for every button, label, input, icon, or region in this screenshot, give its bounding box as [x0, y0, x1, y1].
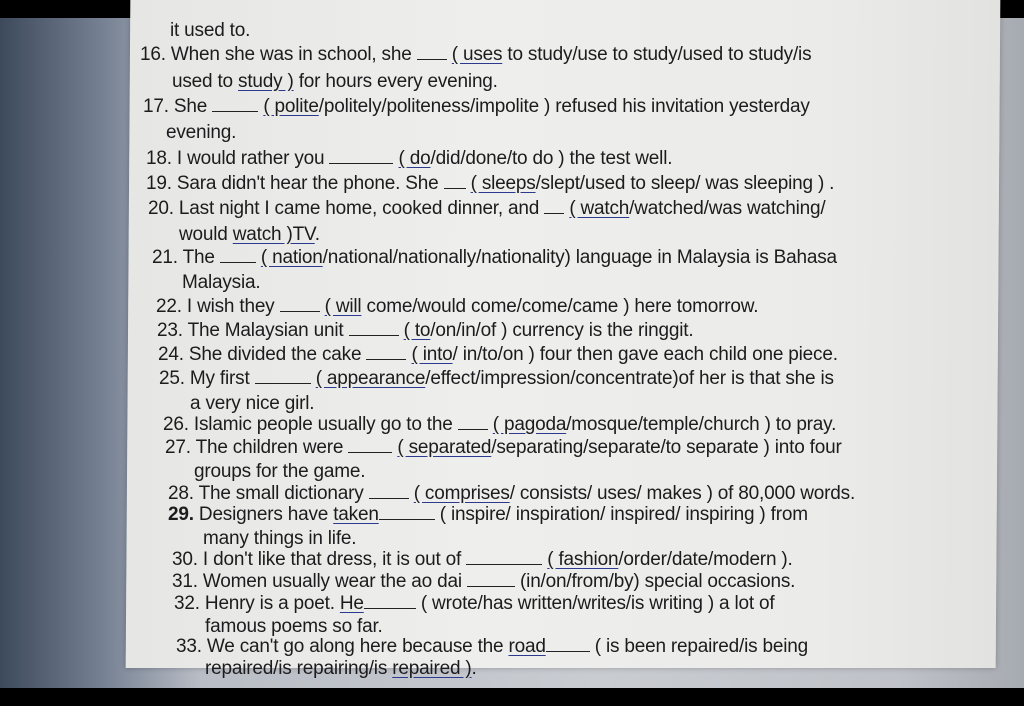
answer-blank — [546, 637, 590, 652]
underlined-answer: ( polite — [263, 96, 319, 117]
question-text: The — [182, 247, 220, 268]
underlined-answer: study ) — [238, 71, 294, 92]
answer-blank — [349, 321, 399, 336]
text-line — [205, 658, 477, 680]
options-text: to study/use to study/used to study/is — [502, 44, 812, 65]
question-number: 21. — [152, 247, 178, 268]
answer-blank — [280, 297, 320, 312]
question-number: 30. — [172, 549, 198, 570]
question-number: 27. — [165, 437, 191, 458]
answer-blank — [369, 484, 409, 499]
question-text: The Malaysian unit — [187, 320, 349, 341]
answer-blank — [329, 149, 393, 164]
question-number: 17. — [143, 96, 169, 117]
question-text: When she was in school, she — [170, 44, 417, 65]
question-text: Sara didn't hear the phone. She — [176, 173, 444, 194]
options-text: / consists/ uses/ makes ) of 80,000 words. — [509, 483, 856, 504]
question-number: 28. — [168, 483, 194, 504]
question-number: 33. — [176, 636, 202, 657]
options-text: / in/to/on ) four then gave each child one piece. — [452, 344, 838, 365]
line-text: groups for the game. — [194, 461, 366, 482]
question-text: Women usually wear the ao dai — [202, 571, 467, 592]
question-text: She divided the cake — [188, 344, 367, 365]
answer-blank — [212, 97, 258, 112]
question-28 — [168, 483, 855, 505]
options-text: /slept/used to sleep/ was sleeping ) . — [535, 173, 835, 194]
text-line — [179, 224, 320, 246]
question-text: My first — [189, 368, 255, 389]
underlined-answer: ( pagoda — [492, 414, 567, 435]
question-29 — [168, 504, 808, 526]
question-31 — [172, 571, 795, 593]
text-line — [170, 20, 250, 42]
underlined-answer: watch )TV — [232, 224, 315, 245]
answer-blank — [364, 594, 416, 609]
question-number: 20. — [148, 198, 174, 219]
line-text: used to — [172, 71, 239, 92]
options-text: /mosque/temple/church ) to pray. — [566, 414, 837, 435]
options-text: /politely/politeness/impolite ) refused his invitation yesterday — [318, 96, 810, 117]
underlined-answer: ( watch — [569, 198, 630, 219]
answer-blank — [348, 438, 392, 453]
question-text: Last night I came home, cooked dinner, and — [178, 198, 545, 219]
line-text: . — [471, 658, 477, 679]
underlined-answer: repaired ) — [392, 658, 472, 679]
question-number: 22. — [156, 296, 182, 317]
question-33 — [176, 636, 808, 658]
question-text: She — [173, 96, 213, 117]
underlined-answer: ( separated — [397, 437, 492, 458]
answer-blank — [544, 199, 564, 214]
underlined-answer: ( do — [398, 148, 431, 169]
answer-blank — [466, 550, 542, 565]
question-18 — [146, 148, 672, 170]
options-text: /did/done/to do ) the test well. — [430, 148, 673, 169]
question-24 — [158, 344, 838, 366]
text-line — [172, 71, 498, 93]
question-21 — [152, 247, 837, 269]
question-text: Designers have — [198, 504, 334, 525]
question-text: The children were — [195, 437, 349, 458]
line-text: Malaysia. — [182, 272, 261, 293]
line-text: many things in life. — [203, 528, 357, 549]
question-number: 24. — [158, 344, 184, 365]
line-text: would — [179, 224, 233, 245]
question-23 — [157, 320, 693, 342]
text-line — [194, 461, 365, 483]
question-text: Islamic people usually go to the — [193, 414, 458, 435]
question-19 — [146, 173, 834, 195]
question-text: Henry is a poet. — [204, 593, 340, 614]
line-text: famous poems so far. — [205, 616, 383, 637]
text-line — [203, 528, 356, 550]
underlined-answer: road — [508, 636, 546, 657]
line-text: evening. — [166, 122, 237, 143]
answer-blank — [417, 45, 447, 60]
options-text: /watched/was watching/ — [629, 198, 826, 219]
question-number: 31. — [172, 571, 198, 592]
underlined-answer: ( into — [411, 344, 453, 365]
question-16 — [140, 44, 811, 66]
question-number: 16. — [140, 44, 166, 65]
options-text: /order/date/modern ). — [618, 549, 793, 570]
underlined-answer: ( to — [403, 320, 431, 341]
question-number: 23. — [157, 320, 183, 341]
underlined-answer: ( appearance — [315, 368, 426, 389]
question-27 — [165, 437, 842, 459]
options-text: come/would come/come/came ) here tomorrow. — [361, 296, 759, 317]
options-text: /national/nationally/nationality) language in Malaysia is Bahasa — [322, 247, 837, 268]
question-text: I wish they — [186, 296, 280, 317]
underlined-answer: ( nation — [260, 247, 323, 268]
options-text: /separating/separate/to separate ) into four — [491, 437, 842, 458]
underlined-answer: ( will — [324, 296, 362, 317]
question-number: 19. — [146, 173, 172, 194]
options-text: /effect/impression/concentrate)of her is that she is — [425, 368, 834, 389]
underlined-answer: ( comprises — [413, 483, 510, 504]
options-text: ( wrote/has written/writes/is writing ) a lot of — [415, 593, 775, 614]
answer-blank — [366, 345, 406, 360]
line-text: a very nice girl. — [190, 393, 315, 414]
underlined-answer: ( sleeps — [470, 173, 536, 194]
answer-blank — [458, 415, 488, 430]
text-line — [205, 616, 383, 638]
underlined-answer: ( uses — [451, 44, 503, 65]
answer-blank — [379, 505, 435, 520]
question-22 — [156, 296, 758, 318]
question-20 — [148, 198, 825, 220]
question-number: 32. — [174, 593, 200, 614]
answer-blank — [444, 174, 466, 189]
question-text: We can't go along here because the — [206, 636, 509, 657]
question-25 — [159, 368, 834, 390]
line-text: it used to. — [170, 20, 251, 41]
underlined-answer: He — [339, 593, 364, 614]
question-number: 26. — [163, 414, 189, 435]
question-text: I would rather you — [176, 148, 330, 169]
question-26 — [163, 414, 836, 436]
line-text: for hours every evening. — [293, 71, 498, 92]
question-17 — [143, 96, 810, 118]
text-line — [182, 272, 260, 294]
question-number: 18. — [146, 148, 172, 169]
question-text: The small dictionary — [198, 483, 369, 504]
line-text: . — [314, 224, 320, 245]
question-text: I don't like that dress, it is out of — [202, 549, 467, 570]
question-number: 25. — [159, 368, 185, 389]
options-text: (in/on/from/by) special occasions. — [520, 571, 796, 592]
text-line — [190, 393, 314, 415]
answer-blank — [220, 248, 256, 263]
question-32 — [174, 593, 774, 615]
text-line — [166, 122, 236, 144]
underlined-answer: ( fashion — [547, 549, 619, 570]
underlined-answer: taken — [333, 504, 379, 525]
question-30 — [172, 549, 793, 571]
question-number: 29. — [168, 504, 194, 525]
line-text: repaired/is repairing/is — [205, 658, 393, 679]
bottom-black-border — [0, 688, 1024, 706]
answer-blank — [467, 572, 515, 587]
options-text: /on/in/of ) currency is the ringgit. — [430, 320, 694, 341]
options-text: ( is been repaired/is being — [589, 636, 809, 657]
options-text: ( inspire/ inspiration/ inspired/ inspiring ) from — [434, 504, 808, 525]
answer-blank — [255, 369, 311, 384]
